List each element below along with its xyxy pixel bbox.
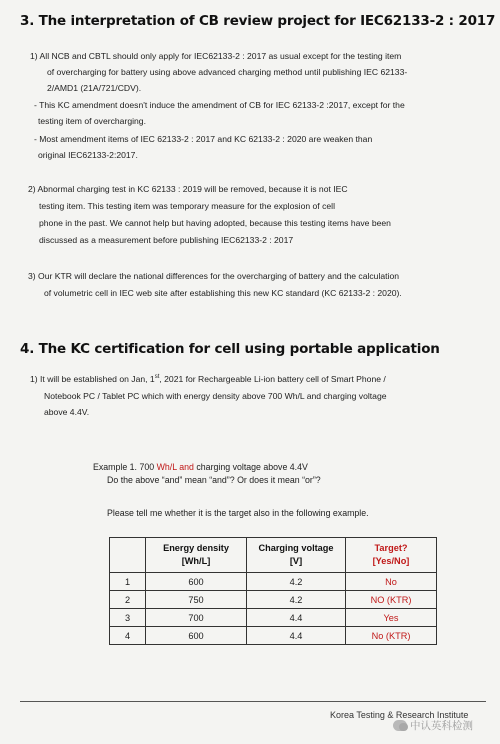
table-header-voltage xyxy=(247,538,346,573)
table-header-index xyxy=(110,538,146,573)
s3-bullet2-line2: original IEC62133-2:2017. xyxy=(38,150,138,160)
s3-item3-line1: 3) Our KTR will declare the national differences for the overcharging of battery and the calculation xyxy=(28,271,400,281)
s3-item1-line2: of overcharging for battery using above advanced charging method until publishing IEC 62133- xyxy=(47,67,408,77)
cell-target: No xyxy=(346,573,437,591)
cell-voltage: 4.4 xyxy=(247,627,346,645)
example-and: and xyxy=(179,462,194,472)
table-header-energy xyxy=(146,538,247,573)
table-row xyxy=(110,627,437,645)
cell-energy: 600 xyxy=(146,627,247,645)
cell-index: 3 xyxy=(110,609,146,627)
footer-divider xyxy=(20,701,486,702)
cell-energy: 750 xyxy=(146,591,247,609)
s3-item2-line1: 2) Abnormal charging test in KC 62133 : 2019 will be removed, because it is not IEC xyxy=(28,184,348,194)
example-text-c: charging voltage above 4.4V xyxy=(193,462,308,472)
section-3-title: 3. The interpretation of CB review project for IEC62133-2 : 2017 xyxy=(20,13,496,29)
wechat-logo-icon xyxy=(393,720,407,731)
example-line1 xyxy=(93,460,308,474)
cell-voltage: 4.2 xyxy=(247,573,346,591)
cell-index: 2 xyxy=(110,591,146,609)
table-row xyxy=(110,609,437,627)
s4-item1-rest: , 2021 for Rechargeable Li-ion battery cell of Smart Phone / xyxy=(159,374,386,384)
s3-item2-line4: discussed as a measurement before publishing IEC62133-2 : 2017 xyxy=(39,235,294,245)
cell-target: No (KTR) xyxy=(346,627,437,645)
example-line3: Please tell me whether it is the target also in the following example. xyxy=(107,508,369,518)
table-row xyxy=(110,591,437,609)
header-voltage-l1: Charging voltage xyxy=(258,543,334,553)
header-voltage-l2: [V] xyxy=(289,556,303,566)
cell-index: 1 xyxy=(110,573,146,591)
header-energy-l1: Energy density xyxy=(163,543,229,553)
cell-index: 4 xyxy=(110,627,146,645)
example-wl: Wh/L xyxy=(156,462,177,472)
header-target-l2: [Yes/No] xyxy=(372,556,410,566)
cell-voltage: 4.2 xyxy=(247,591,346,609)
cell-energy: 600 xyxy=(146,573,247,591)
s3-bullet1-line1: - This KC amendment doesn't induce the amendment of CB for IEC 62133-2 :2017, except for the xyxy=(34,100,405,110)
s4-item1-line3: above 4.4V. xyxy=(44,407,90,417)
s4-item1-line2: Notebook PC / Tablet PC which with energy density above 700 Wh/L and charging voltage xyxy=(44,391,387,401)
target-table xyxy=(109,537,437,645)
s3-item1-line1: 1) All NCB and CBTL should only apply for IEC62133-2 : 2017 as usual except for the testing item xyxy=(30,51,402,61)
header-energy-l2: [Wh/L] xyxy=(181,556,211,566)
table-header-target xyxy=(346,538,437,573)
example-text-a: Example 1. 700 xyxy=(93,462,157,472)
s4-item1-line1 xyxy=(30,371,386,388)
s3-item2-line3: phone in the past. We cannot help but having adopted, because this testing items have been xyxy=(39,218,391,228)
watermark-text: 中认英科检测 xyxy=(410,720,473,732)
s3-item2-line2: testing item. This testing item was temporary measure for the explosion of cell xyxy=(39,201,335,211)
cell-energy: 700 xyxy=(146,609,247,627)
s4-item1-sup: st xyxy=(154,374,160,381)
s3-item3-line2: of volumetric cell in IEC web site after establishing this new KC standard (KC 62133-2 : 2020). xyxy=(44,288,402,298)
table-header-row xyxy=(110,538,437,573)
s4-item1-prefix: 1) It will be established on Jan, 1 xyxy=(30,374,155,384)
table-row xyxy=(110,573,437,591)
s3-bullet2-line1: - Most amendment items of IEC 62133-2 : 2017 and KC 62133-2 : 2020 are weaken than xyxy=(34,134,373,144)
s3-bullet1-line2: testing item of overcharging. xyxy=(38,116,146,126)
header-target-l1: Target? xyxy=(374,543,408,553)
cell-voltage: 4.4 xyxy=(247,609,346,627)
s3-item1-line3: 2/AMD1 (21A/721/CDV). xyxy=(47,83,142,93)
watermark xyxy=(393,718,473,733)
example-line2: Do the above “and” mean “and”? Or does it mean “or”? xyxy=(107,475,321,485)
footer-institute-text: Korea Testing & Research Institute xyxy=(330,710,469,720)
cell-target: NO (KTR) xyxy=(346,591,437,609)
section-4-title: 4. The KC certification for cell using portable application xyxy=(20,341,440,357)
cell-target: Yes xyxy=(346,609,437,627)
